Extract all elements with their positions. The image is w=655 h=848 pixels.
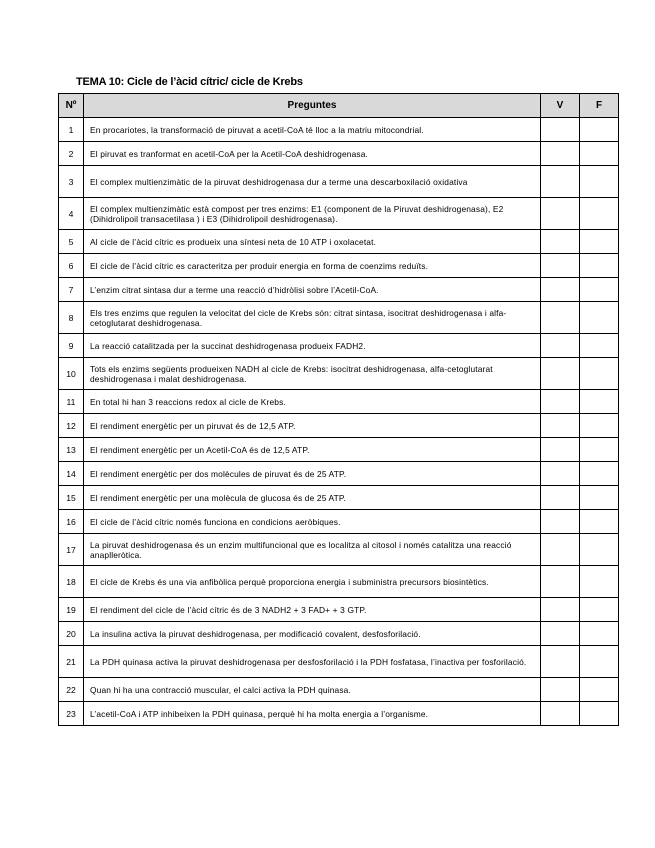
answer-true-box[interactable] [541,462,579,485]
answer-false-cell[interactable] [580,414,619,438]
answer-false-cell[interactable] [580,598,619,622]
question-number: 22 [59,678,84,702]
table-row [59,142,619,166]
answer-true-cell[interactable] [541,534,580,566]
question-number: 13 [59,438,84,462]
answer-false-cell[interactable] [580,702,619,726]
answer-true-box[interactable] [541,510,579,533]
answer-true-cell[interactable] [541,702,580,726]
question-number: 8 [59,302,84,334]
table-row [59,462,619,486]
answer-false-cell[interactable] [580,534,619,566]
answer-true-box[interactable] [541,230,579,253]
answer-true-cell[interactable] [541,166,580,198]
answer-false-box[interactable] [580,142,618,165]
answer-false-box[interactable] [580,390,618,413]
answer-true-box[interactable] [541,302,579,333]
answer-false-box[interactable] [580,566,618,597]
answer-true-box[interactable] [541,646,579,677]
answer-true-box[interactable] [541,414,579,437]
question-number: 23 [59,702,84,726]
answer-true-box[interactable] [541,390,579,413]
answer-false-cell[interactable] [580,678,619,702]
table-row [59,534,619,566]
answer-false-cell[interactable] [580,462,619,486]
question-text: El cicle de l’àcid cítric només funciona en condicions aeròbiques. [84,510,541,534]
answer-false-cell[interactable] [580,302,619,334]
table-row [59,598,619,622]
question-text: En total hi han 3 reaccions redox al cicle de Krebs. [84,390,541,414]
answer-true-box[interactable] [541,142,579,165]
answer-false-box[interactable] [580,534,618,565]
question-number: 15 [59,486,84,510]
answer-false-cell[interactable] [580,566,619,598]
answer-true-box[interactable] [541,254,579,277]
answer-true-box[interactable] [541,198,579,229]
table-row [59,510,619,534]
table-row [59,358,619,390]
question-text: En procariotes, la transformació de piruvat a acetil-CoA té lloc a la matriu mitocondrial. [84,118,541,142]
answer-true-cell[interactable] [541,278,580,302]
answer-true-cell[interactable] [541,302,580,334]
question-text: Els tres enzims que regulen la velocitat del cicle de Krebs són: citrat sintasa, isocitrat deshidrogenasa i alfa-cetoglutarat deshidrogenasa. [84,302,541,334]
answer-false-box[interactable] [580,118,618,141]
question-text: Tots els enzims següents produeixen NADH al cicle de Krebs: isocitrat deshidrogenasa, alfa-cetoglutarat deshidrogenasa i malat deshidrogenasa. [84,358,541,390]
question-number: 12 [59,414,84,438]
question-number: 3 [59,166,84,198]
question-number: 19 [59,598,84,622]
answer-false-box[interactable] [580,334,618,357]
answer-false-cell[interactable] [580,198,619,230]
table-row [59,414,619,438]
table-row [59,118,619,142]
question-text: El cicle de Krebs és una via anfibòlica perquè proporciona energia i subministra precursors biosintètics. [84,566,541,598]
answer-false-box[interactable] [580,598,618,621]
table-row [59,254,619,278]
answer-true-cell[interactable] [541,254,580,278]
answer-false-box[interactable] [580,646,618,677]
answer-true-cell[interactable] [541,230,580,254]
table-row [59,230,619,254]
table-row [59,278,619,302]
answer-true-cell[interactable] [541,566,580,598]
answer-true-cell[interactable] [541,414,580,438]
question-number: 1 [59,118,84,142]
answer-true-box[interactable] [541,278,579,301]
header-number: Nº [59,94,84,118]
question-number: 16 [59,510,84,534]
answer-true-box[interactable] [541,534,579,565]
question-text: El piruvat es tranformat en acetil-CoA per la Acetil-CoA deshidrogenasa. [84,142,541,166]
question-text: El rendiment energètic per un piruvat és de 12,5 ATP. [84,414,541,438]
answer-true-cell[interactable] [541,358,580,390]
question-text: La insulina activa la piruvat deshidrogenasa, per modificació covalent, desfosforilació. [84,622,541,646]
question-number: 21 [59,646,84,678]
answer-true-cell[interactable] [541,486,580,510]
answer-false-box[interactable] [580,678,618,701]
questions-table [58,93,619,726]
table-row [59,622,619,646]
answer-false-box[interactable] [580,230,618,253]
answer-false-box[interactable] [580,278,618,301]
answer-true-box[interactable] [541,334,579,357]
table-row [59,566,619,598]
question-number: 4 [59,198,84,230]
question-number: 7 [59,278,84,302]
answer-true-box[interactable] [541,438,579,461]
answer-false-box[interactable] [580,510,618,533]
answer-false-box[interactable] [580,358,618,389]
answer-false-cell[interactable] [580,118,619,142]
table-row [59,166,619,198]
answer-true-cell[interactable] [541,462,580,486]
question-text: L’acetil-CoA i ATP inhibeixen la PDH quinasa, perquè hi ha molta energia a l’organisme. [84,702,541,726]
question-text: La piruvat deshidrogenasa és un enzim multifuncional que es localitza al citosol i només catalitza una reacció anaplleròtica. [84,534,541,566]
answer-false-cell[interactable] [580,486,619,510]
answer-false-cell[interactable] [580,254,619,278]
question-number: 6 [59,254,84,278]
answer-false-box[interactable] [580,702,618,725]
answer-false-box[interactable] [580,166,618,197]
answer-true-cell[interactable] [541,198,580,230]
question-number: 17 [59,534,84,566]
answer-false-box[interactable] [580,254,618,277]
answer-true-cell[interactable] [541,622,580,646]
answer-true-cell[interactable] [541,646,580,678]
answer-true-cell[interactable] [541,390,580,414]
table-row [59,334,619,358]
question-text: El rendiment energètic per una molècula de glucosa és de 25 ATP. [84,486,541,510]
question-text: El complex multienzimàtic de la piruvat deshidrogenasa dur a terme una descarboxilació oxidativa [84,166,541,198]
table-row [59,702,619,726]
table-row [59,486,619,510]
answer-true-cell[interactable] [541,510,580,534]
table-header-row [59,94,619,118]
question-text: Quan hi ha una contracció muscular, el calci activa la PDH quinasa. [84,678,541,702]
header-true: V [541,94,580,118]
answer-false-box[interactable] [580,414,618,437]
answer-false-cell[interactable] [580,390,619,414]
question-number: 11 [59,390,84,414]
answer-false-cell[interactable] [580,142,619,166]
answer-false-cell[interactable] [580,230,619,254]
question-number: 10 [59,358,84,390]
table-row [59,390,619,414]
answer-false-box[interactable] [580,486,618,509]
answer-true-cell[interactable] [541,142,580,166]
answer-false-cell[interactable] [580,510,619,534]
question-text: El complex multienzimàtic està compost per tres enzims: E1 (component de la Piruvat deshidrogenasa), E2 (Dihidrolipoil transacetilasa ) i E3 (Dihidrolipoil deshidrogenasa). [84,198,541,230]
header-questions: Preguntes [84,94,541,118]
answer-true-box[interactable] [541,598,579,621]
answer-false-cell[interactable] [580,438,619,462]
question-number: 18 [59,566,84,598]
question-text: La reacció catalitzada per la succinat deshidrogenasa produeix FADH2. [84,334,541,358]
answer-false-box[interactable] [580,198,618,229]
answer-true-box[interactable] [541,566,579,597]
table-row [59,302,619,334]
answer-true-box[interactable] [541,118,579,141]
table-row [59,198,619,230]
page-title: TEMA 10: Cicle de l’àcid cítric/ cicle de Krebs [76,76,303,88]
answer-true-box[interactable] [541,622,579,645]
answer-false-cell[interactable] [580,278,619,302]
question-text: El rendiment del cicle de l’àcid cítric és de 3 NADH2 + 3 FAD+ + 3 GTP. [84,598,541,622]
table-row [59,678,619,702]
answer-false-cell[interactable] [580,646,619,678]
answer-true-cell[interactable] [541,678,580,702]
answer-false-cell[interactable] [580,334,619,358]
answer-false-box[interactable] [580,462,618,485]
answer-true-box[interactable] [541,486,579,509]
answer-true-cell[interactable] [541,118,580,142]
question-number: 9 [59,334,84,358]
question-text: El cicle de l’àcid cítric es caracteritza per produir energia en forma de coenzims reduïts. [84,254,541,278]
answer-false-box[interactable] [580,302,618,333]
answer-true-box[interactable] [541,702,579,725]
header-false: F [580,94,619,118]
answer-false-box[interactable] [580,438,618,461]
question-text: Al cicle de l’àcid cítric es produeix una síntesi neta de 10 ATP i oxolacetat. [84,230,541,254]
question-number: 5 [59,230,84,254]
table-row [59,438,619,462]
question-number: 20 [59,622,84,646]
question-text: El rendiment energètic per dos molècules de piruvat és de 25 ATP. [84,462,541,486]
question-number: 2 [59,142,84,166]
question-text: La PDH quinasa activa la piruvat deshidrogenasa per desfosforilació i la PDH fosfatasa, l’inactiva per fosforilació. [84,646,541,678]
table-row [59,646,619,678]
answer-true-cell[interactable] [541,438,580,462]
answer-true-cell[interactable] [541,598,580,622]
answer-false-cell[interactable] [580,622,619,646]
answer-false-box[interactable] [580,622,618,645]
answer-true-cell[interactable] [541,334,580,358]
answer-true-box[interactable] [541,166,579,197]
answer-false-cell[interactable] [580,166,619,198]
answer-true-box[interactable] [541,358,579,389]
answer-false-cell[interactable] [580,358,619,390]
question-number: 14 [59,462,84,486]
answer-true-box[interactable] [541,678,579,701]
question-text: L’enzim citrat sintasa dur a terme una reacció d’hidròlisi sobre l’Acetil-CoA. [84,278,541,302]
question-text: El rendiment energètic per un Acetil-CoA és de 12,5 ATP. [84,438,541,462]
